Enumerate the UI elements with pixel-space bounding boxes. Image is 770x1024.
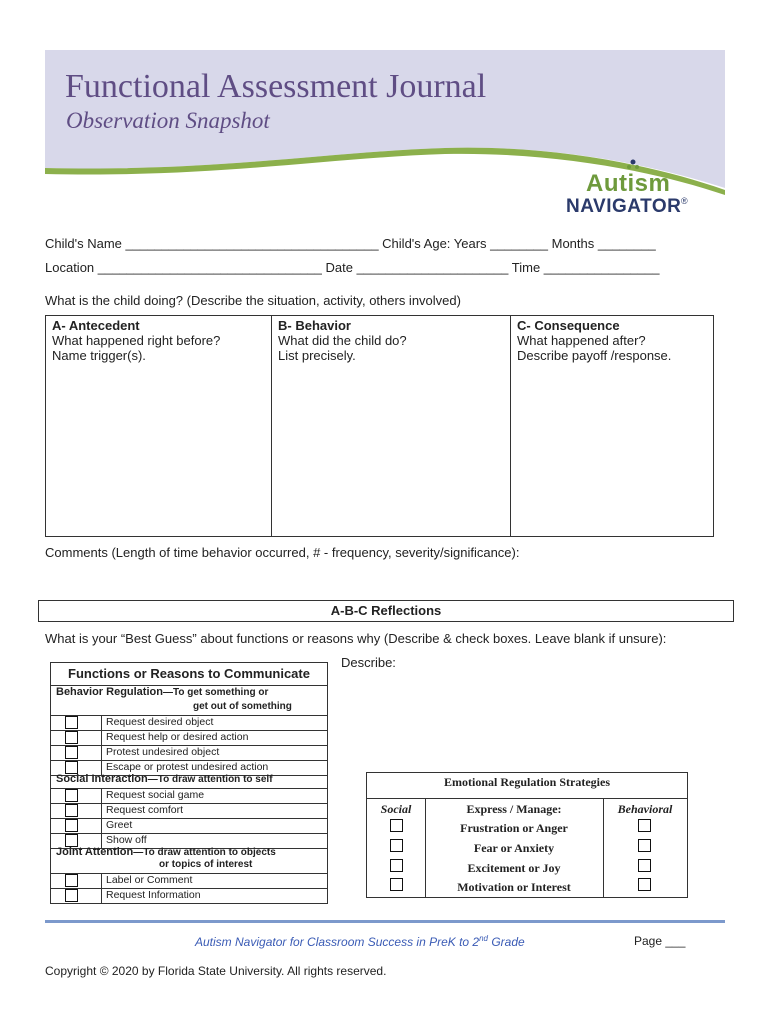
option-label: Escape or protest undesired action (101, 761, 268, 775)
social-interaction-desc: —To draw attention to self (147, 774, 273, 785)
antecedent-cell[interactable] (46, 316, 272, 537)
abc-table (45, 315, 714, 537)
autism-navigator-logo (560, 158, 700, 218)
option-label: Request desired object (101, 716, 213, 730)
emotional-divider (367, 798, 687, 799)
antecedent-prompt-1: What happened right before? (52, 333, 221, 348)
express-manage-header: Express / Manage: (466, 802, 562, 816)
footer-tagline-end: Grade (488, 935, 525, 949)
functions-box (50, 662, 328, 904)
excitement-social-checkbox[interactable] (390, 859, 403, 872)
page-number: Page ___ (634, 934, 686, 948)
option-label: Protest undesired object (101, 746, 219, 760)
antecedent-heading: A- Antecedent (52, 318, 140, 333)
comments-label: Comments (Length of time behavior occurred, # - frequency, severity/significance): (45, 545, 520, 560)
request-information-checkbox[interactable] (65, 889, 78, 902)
consequence-prompt-1: What happened after? (517, 333, 646, 348)
option-label: Request social game (101, 789, 204, 803)
list-item (51, 788, 327, 803)
joint-attention-desc-a: —To draw attention to objects (133, 847, 276, 858)
option-label: Request Information (101, 889, 201, 903)
list-item (51, 888, 327, 903)
social-column-header: Social (380, 802, 412, 816)
child-doing-question: What is the child doing? (Describe the situation, activity, others involved) (45, 293, 461, 308)
behavior-heading: B- Behavior (278, 318, 351, 333)
behavior-regulation-heading (56, 686, 326, 698)
list-item (51, 803, 327, 818)
reflections-title: A-B-C Reflections (38, 600, 734, 622)
motivation-social-checkbox[interactable] (390, 878, 403, 891)
social-interaction-label: Social Interaction (56, 773, 148, 785)
request-desired-object-checkbox[interactable] (65, 716, 78, 729)
fear-behavioral-checkbox[interactable] (638, 839, 651, 852)
list-item (51, 745, 327, 760)
greet-checkbox[interactable] (65, 819, 78, 832)
behavior-regulation-label: Behavior Regulation (56, 686, 163, 698)
list-item (51, 873, 327, 888)
label-comment-checkbox[interactable] (65, 874, 78, 887)
list-item (51, 818, 327, 833)
consequence-prompt-2: Describe payoff /response. (517, 348, 672, 363)
request-comfort-checkbox[interactable] (65, 804, 78, 817)
child-name-age-line[interactable]: Child's Name ___________________________________ Child's Age: Years ________ Months ________ (45, 236, 656, 251)
consequence-heading: C- Consequence (517, 318, 620, 333)
social-interaction-heading (56, 773, 273, 785)
functions-title: Functions or Reasons to Communicate (51, 663, 327, 686)
consequence-cell[interactable] (511, 316, 714, 537)
best-guess-question: What is your “Best Guess” about functions or reasons why (Describe & check boxes. Leave blank if unsure): (45, 631, 667, 646)
logo-navigator-text: NAVIGATOR (566, 196, 682, 217)
fear-social-checkbox[interactable] (390, 839, 403, 852)
describe-label: Describe: (341, 655, 396, 670)
joint-attention-desc-b: or topics of interest (159, 859, 253, 870)
page-title: Functional Assessment Journal (65, 68, 487, 105)
location-date-time-line[interactable]: Location _______________________________ Date _____________________ Time ________________ (45, 260, 660, 275)
behavior-regulation-desc-b: get out of something (193, 701, 292, 712)
option-label: Show off (101, 834, 147, 848)
excitement-label: Excitement or Joy (467, 861, 561, 875)
excitement-behavioral-checkbox[interactable] (638, 859, 651, 872)
frustration-behavioral-checkbox[interactable] (638, 819, 651, 832)
logo-registered-mark: ® (681, 196, 688, 206)
joint-attention-list (51, 873, 327, 903)
logo-autism-text: Autism (586, 170, 671, 197)
motivation-behavioral-checkbox[interactable] (638, 878, 651, 891)
behavior-cell[interactable] (272, 316, 511, 537)
request-social-game-checkbox[interactable] (65, 789, 78, 802)
request-help-checkbox[interactable] (65, 731, 78, 744)
fear-label: Fear or Anxiety (473, 841, 555, 855)
motivation-label: Motivation or Interest (457, 880, 571, 894)
social-interaction-list (51, 788, 327, 849)
option-label: Request comfort (101, 804, 183, 818)
option-label: Label or Comment (101, 874, 192, 888)
emotional-regulation-box (366, 772, 688, 898)
frustration-social-checkbox[interactable] (390, 819, 403, 832)
behavior-regulation-desc-a: —To get something or (162, 687, 269, 698)
footer-tagline (195, 934, 525, 949)
footer-tagline-main: Autism Navigator for Classroom Success in PreK to 2 (195, 935, 480, 949)
joint-attention-heading (56, 846, 276, 858)
joint-attention-label: Joint Attention (56, 846, 134, 858)
option-label: Request help or desired action (101, 731, 248, 745)
frustration-label: Frustration or Anger (460, 821, 568, 835)
behavior-regulation-list (51, 715, 327, 776)
list-item (51, 715, 327, 730)
copyright: Copyright © 2020 by Florida State University. All rights reserved. (45, 964, 387, 978)
behavior-prompt-2: List precisely. (278, 348, 356, 363)
page-subtitle: Observation Snapshot (66, 108, 270, 133)
footer-divider (45, 920, 725, 923)
option-label: Greet (101, 819, 132, 833)
behavior-prompt-1: What did the child do? (278, 333, 407, 348)
protest-undesired-object-checkbox[interactable] (65, 746, 78, 759)
list-item (51, 730, 327, 745)
behavioral-column-header: Behavioral (617, 802, 673, 816)
footer-tagline-sup: nd (479, 934, 489, 943)
antecedent-prompt-2: Name trigger(s). (52, 348, 146, 363)
emotional-regulation-title: Emotional Regulation Strategies (444, 775, 610, 789)
